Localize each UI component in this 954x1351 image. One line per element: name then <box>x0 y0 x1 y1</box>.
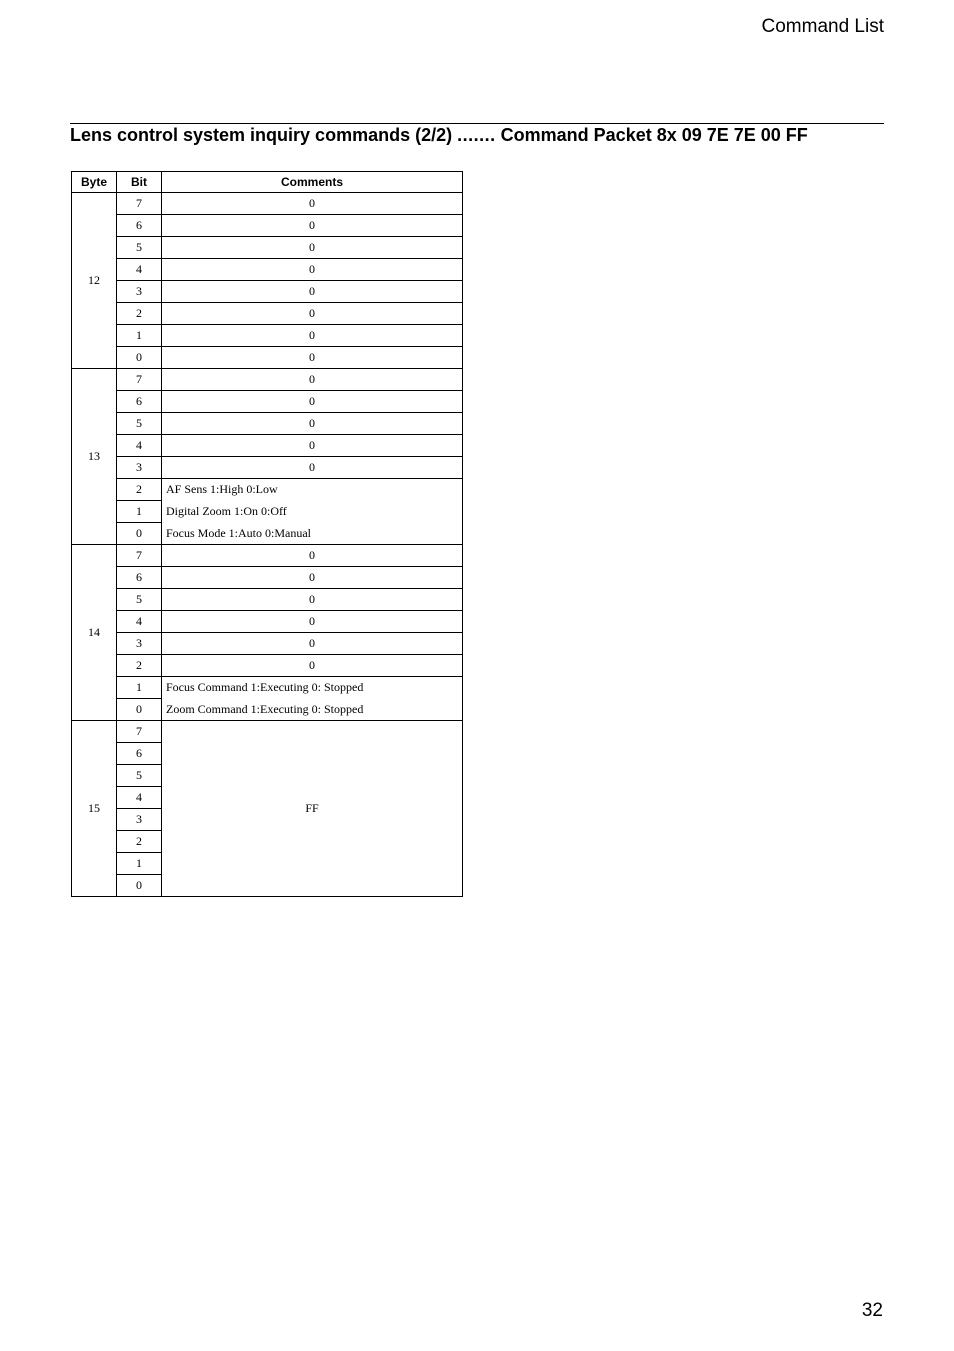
bit-cell: 1 <box>117 501 162 523</box>
inquiry-bit-table <box>71 171 463 897</box>
table-row <box>72 413 463 435</box>
section-title-leader: ....... <box>457 125 496 145</box>
table-header-row <box>72 172 463 193</box>
table-row <box>72 501 463 523</box>
table-row <box>72 281 463 303</box>
comment-cell: 0 <box>162 545 463 567</box>
bit-cell: 0 <box>117 523 162 545</box>
table-row <box>72 237 463 259</box>
table-row <box>72 193 463 215</box>
comment-cell: Focus Mode 1:Auto 0:Manual <box>162 523 463 545</box>
bit-cell: 0 <box>117 347 162 369</box>
bit-column-header: Bit <box>117 172 162 193</box>
table-row <box>72 435 463 457</box>
table-row <box>72 479 463 501</box>
command-packet: Command Packet 8x 09 7E 7E 00 FF <box>500 125 808 145</box>
comment-cell: 0 <box>162 457 463 479</box>
bit-cell: 2 <box>117 655 162 677</box>
bit-cell: 0 <box>117 699 162 721</box>
table-row <box>72 523 463 545</box>
table-row <box>72 699 463 721</box>
byte-cell: 14 <box>72 545 117 721</box>
bit-cell: 4 <box>117 787 162 809</box>
comment-cell: 0 <box>162 589 463 611</box>
table-row <box>72 655 463 677</box>
byte-column-header: Byte <box>72 172 117 193</box>
bit-cell: 3 <box>117 809 162 831</box>
bit-cell: 7 <box>117 721 162 743</box>
comment-cell: 0 <box>162 325 463 347</box>
table-row <box>72 347 463 369</box>
bit-cell: 1 <box>117 853 162 875</box>
table-row <box>72 215 463 237</box>
bit-cell: 5 <box>117 413 162 435</box>
bit-cell: 7 <box>117 193 162 215</box>
table-row <box>72 589 463 611</box>
comment-cell: 0 <box>162 567 463 589</box>
bit-cell: 4 <box>117 611 162 633</box>
bit-cell: 1 <box>117 325 162 347</box>
byte-cell: 12 <box>72 193 117 369</box>
page-number: 32 <box>861 1300 883 1321</box>
table-row <box>72 391 463 413</box>
comment-cell: 0 <box>162 237 463 259</box>
bit-cell: 5 <box>117 589 162 611</box>
table-row <box>72 457 463 479</box>
table-row <box>72 721 463 743</box>
comment-cell: 0 <box>162 611 463 633</box>
table-row <box>72 259 463 281</box>
bit-cell: 7 <box>117 545 162 567</box>
comment-cell: 0 <box>162 413 463 435</box>
bit-cell: 6 <box>117 743 162 765</box>
comment-cell: 0 <box>162 655 463 677</box>
section-title-text: Lens control system inquiry commands (2/2) <box>70 125 453 145</box>
table-row <box>72 369 463 391</box>
comment-cell: Focus Command 1:Executing 0: Stopped <box>162 677 463 699</box>
bit-cell: 6 <box>117 391 162 413</box>
comment-cell: 0 <box>162 369 463 391</box>
comment-cell: 0 <box>162 215 463 237</box>
comment-cell: AF Sens 1:High 0:Low <box>162 479 463 501</box>
comment-cell: Zoom Command 1:Executing 0: Stopped <box>162 699 463 721</box>
section-title <box>70 125 900 146</box>
table-row <box>72 633 463 655</box>
bit-cell: 2 <box>117 831 162 853</box>
comment-cell: 0 <box>162 435 463 457</box>
byte-cell: 13 <box>72 369 117 545</box>
bit-cell: 2 <box>117 479 162 501</box>
bit-cell: 5 <box>117 237 162 259</box>
table-row <box>72 325 463 347</box>
bit-cell: 2 <box>117 303 162 325</box>
section-divider <box>70 123 884 124</box>
table-row <box>72 567 463 589</box>
bit-cell: 3 <box>117 457 162 479</box>
comment-cell: 0 <box>162 303 463 325</box>
bit-cell: 6 <box>117 215 162 237</box>
table-row <box>72 611 463 633</box>
bit-cell: 7 <box>117 369 162 391</box>
bit-cell: 1 <box>117 677 162 699</box>
bit-cell: 4 <box>117 259 162 281</box>
table-row <box>72 677 463 699</box>
comment-cell: 0 <box>162 259 463 281</box>
comment-cell: 0 <box>162 347 463 369</box>
comment-cell: Digital Zoom 1:On 0:Off <box>162 501 463 523</box>
comment-cell: 0 <box>162 281 463 303</box>
bit-cell: 5 <box>117 765 162 787</box>
table-row <box>72 545 463 567</box>
bit-cell: 3 <box>117 281 162 303</box>
bit-cell: 0 <box>117 875 162 897</box>
comment-cell: 0 <box>162 391 463 413</box>
comments-column-header: Comments <box>162 172 463 193</box>
comment-cell: 0 <box>162 193 463 215</box>
comment-cell: 0 <box>162 633 463 655</box>
table-row <box>72 303 463 325</box>
bit-cell: 6 <box>117 567 162 589</box>
byte-cell: 15 <box>72 721 117 897</box>
comment-cell-merged: FF <box>162 721 463 897</box>
header-section-label: Command List <box>761 16 884 37</box>
bit-cell: 3 <box>117 633 162 655</box>
bit-cell: 4 <box>117 435 162 457</box>
